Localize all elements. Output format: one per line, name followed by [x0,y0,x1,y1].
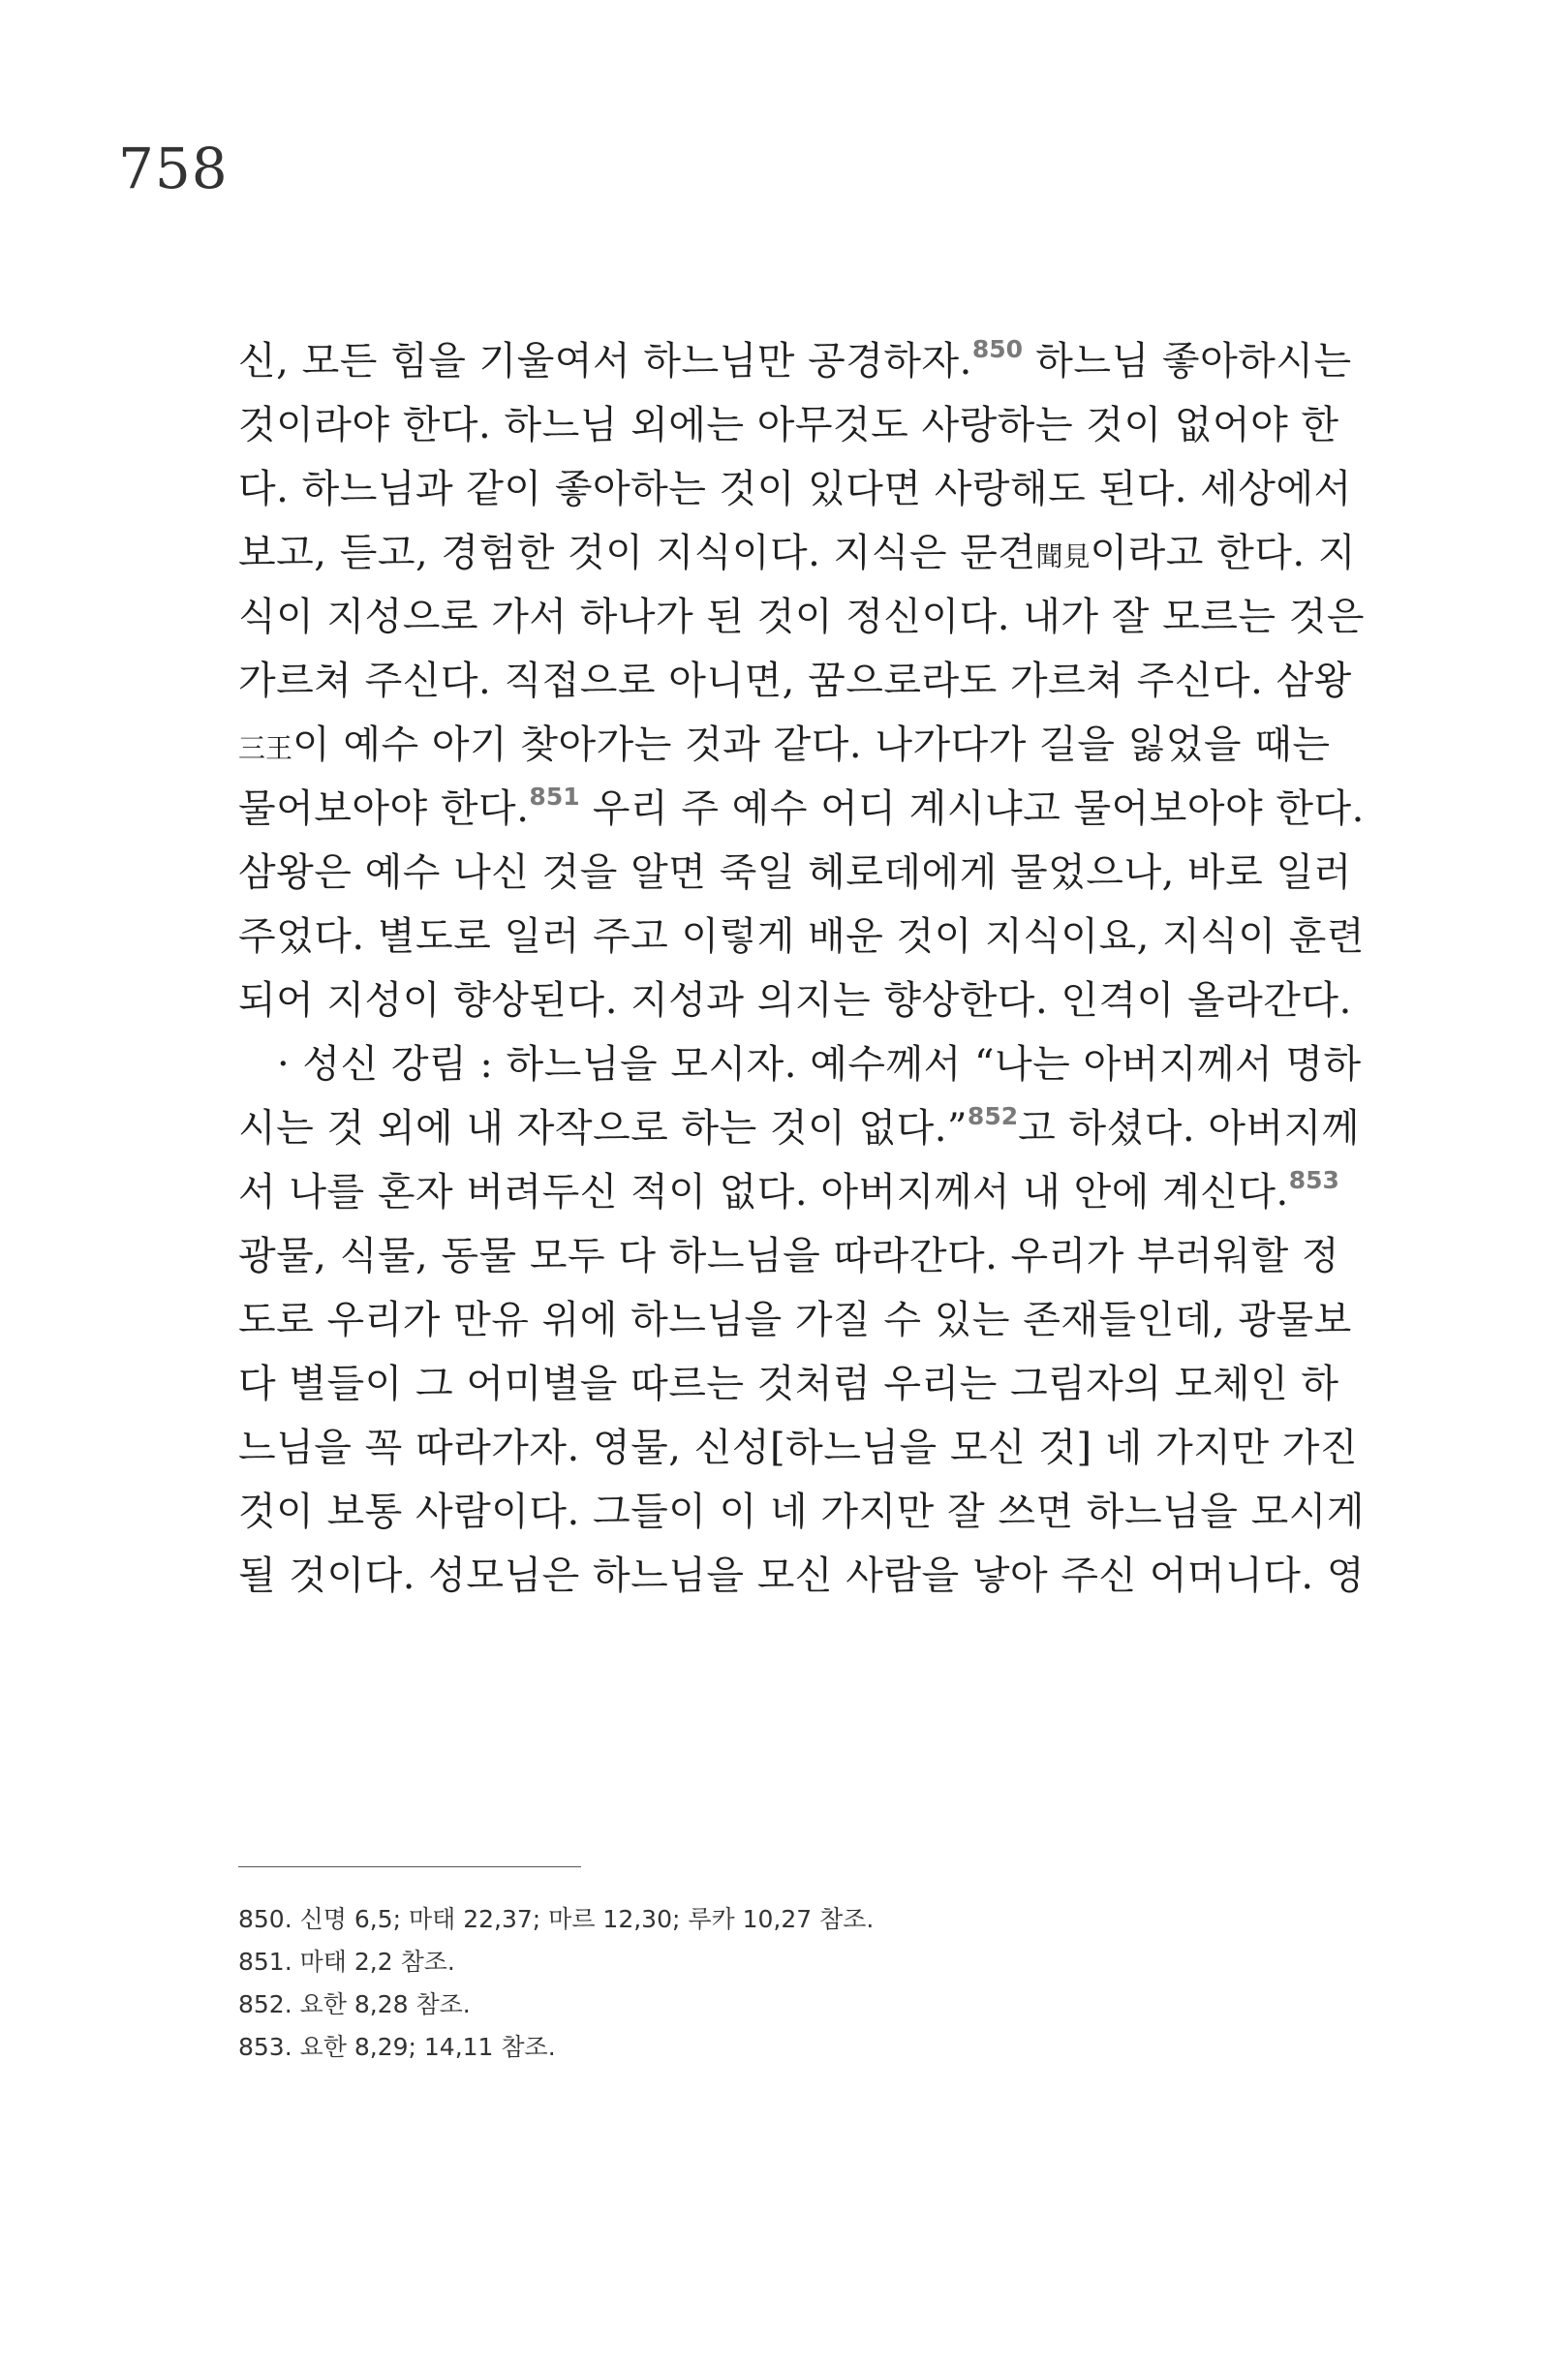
footnote-ref-850[interactable]: 850 [971,335,1024,363]
hanja-gloss: 聞見 [1035,540,1091,572]
footnote-ref-852[interactable]: 852 [967,1102,1019,1130]
body-text [238,329,1366,1608]
text-run: 우리 주 예수 어디 계시냐고 물어보아야 한다. [579,786,1365,831]
text-line [238,777,1365,841]
text-line: 주었다. 별도로 일러 주고 이렇게 배운 것이 지식이요, 지식이 훈련 [238,914,1366,959]
text-run: 이 예수 아기 찾아가는 것과 같다. 나가다가 길을 잃었을 때는 [292,723,1331,767]
text-line: 삼왕은 예수 나신 것을 알면 죽일 헤로데에게 물었으나, 바로 일러 [238,850,1352,895]
text-line: 느님을 꼭 따라가자. 영물, 신성[하느님을 모신 것] 네 가지만 가진 [238,1426,1359,1470]
footnote-851: 851. 마태 2,2 참조. [238,1948,455,1976]
text-line: 되어 지성이 향상된다. 지성과 의지는 향상한다. 인격이 올라간다. [238,978,1352,1023]
text-line [238,329,1352,393]
text-line [238,1160,1339,1224]
footnote-850: 850. 신명 6,5; 마태 22,37; 마르 12,30; 루카 10,27 참조. [238,1905,875,1933]
text-run: 물어보아야 한다. [238,786,530,831]
footnote-divider [238,1866,581,1867]
hanja-gloss: 三王 [238,732,293,764]
text-line: 가르쳐 주신다. 직접으로 아니면, 꿈으로라도 가르쳐 주신다. 삼왕 [238,659,1352,703]
text-run: 하느님 좋아하시는 [1023,339,1352,384]
text-run: 시는 것 외에 내 자작으로 하는 것이 없다.” [238,1106,968,1151]
text-line: 식이 지성으로 가서 하나가 된 것이 정신이다. 내가 잘 모르는 것은 [238,595,1366,639]
footnotes [238,1898,874,2069]
text-run: 신, 모든 힘을 기울여서 하느님만 공경하자. [238,339,972,384]
text-line: 것이라야 한다. 하느님 외에는 아무것도 사랑하는 것이 없어야 한 [238,403,1339,447]
page-number: 758 [118,136,229,201]
text-line [238,521,1356,585]
text-line: 다. 하느님과 같이 좋아하는 것이 있다면 사랑해도 된다. 세상에서 [238,467,1352,511]
footnote-ref-851[interactable]: 851 [529,783,580,811]
text-run: 이라고 한다. 지 [1090,531,1356,575]
text-line [238,1096,1360,1160]
text-run: 고 하셨다. 아버지께 [1018,1106,1360,1151]
text-run: 서 나를 혼자 버려두신 적이 없다. 아버지께서 내 안에 계신다. [238,1170,1289,1215]
text-line: 될 것이다. 성모님은 하느님을 모신 사람을 낳아 주신 어머니다. 영 [238,1553,1366,1598]
text-line: 다 별들이 그 어미별을 따르는 것처럼 우리는 그림자의 모체인 하 [238,1362,1339,1406]
text-line: · 성신 강림 : 하느님을 모시자. 예수께서 “나는 아버지께서 명하 [277,1042,1362,1087]
text-line: 것이 보통 사람이다. 그들이 이 네 가지만 잘 쓰면 하느님을 모시게 [238,1490,1366,1534]
text-run: 보고, 듣고, 경험한 것이 지식이다. 지식은 문견 [238,531,1036,575]
text-line: 광물, 식물, 동물 모두 다 하느님을 따라간다. 우리가 부러워할 정 [238,1234,1340,1278]
footnote-852: 852. 요한 8,28 참조. [238,1990,471,2018]
footnote-ref-853[interactable]: 853 [1288,1166,1339,1194]
text-line [238,713,1331,777]
text-line: 도로 우리가 만유 위에 하느님을 가질 수 있는 존재들인데, 광물보 [238,1298,1352,1342]
footnote-853: 853. 요한 8,29; 14,11 참조. [238,2033,556,2061]
